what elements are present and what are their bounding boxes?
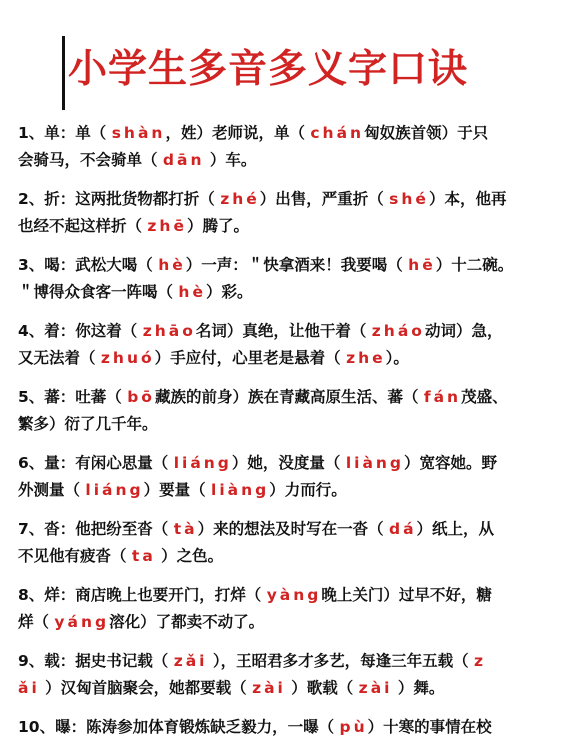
entry-text: 溶化）了都卖不动了。 xyxy=(109,613,265,631)
pinyin-reading: hè xyxy=(178,283,206,301)
entry-item xyxy=(18,450,578,504)
entry-text: 4、着：你这着（ xyxy=(18,322,143,340)
entry-line xyxy=(18,450,578,477)
pinyin-reading: yàng xyxy=(266,586,322,604)
entry-text: 也经不起这样折（ xyxy=(18,217,148,235)
entry-text: 茂盛、 xyxy=(461,388,508,406)
entry-text: ）十寒的事情在校 xyxy=(367,718,492,736)
pinyin-reading: ǎi xyxy=(18,679,40,697)
entry-text: 7、沓：他把纷至沓（ xyxy=(18,520,174,538)
entry-text: ）十二碗。 xyxy=(435,256,514,274)
entry-line xyxy=(18,345,578,372)
entry-text: ）她，没度量（ xyxy=(231,454,346,472)
pinyin-reading: shé xyxy=(389,190,429,208)
pinyin-reading: shàn xyxy=(111,124,166,142)
entry-list xyxy=(18,120,578,753)
entry-text: ）歌载（ xyxy=(285,679,359,697)
entry-text: 繁多）衍了几千年。 xyxy=(18,415,158,433)
entry-text: ）彩。 xyxy=(205,283,253,301)
entry-text: 烊（ xyxy=(18,613,55,631)
entry-line xyxy=(18,279,578,306)
entry-text: ）宽容她。野 xyxy=(404,454,498,472)
entry-text: ）。 xyxy=(385,349,409,367)
pinyin-reading: zhē xyxy=(147,217,187,235)
pinyin-reading: ta xyxy=(131,547,156,565)
entry-text: 8、烊：商店晚上也要开门，打烊（ xyxy=(18,586,267,604)
entry-text: 3、喝：武松大喝（ xyxy=(18,256,159,274)
entry-text: 5、蕃：吐蕃（ xyxy=(18,388,128,406)
entry-line xyxy=(18,714,578,741)
pinyin-reading: tà xyxy=(173,520,198,538)
entry-item xyxy=(18,252,578,306)
pinyin-reading: z xyxy=(474,652,487,670)
entry-text: 藏族的前身）族在青藏高原生活、蕃（ xyxy=(154,388,424,406)
entry-item xyxy=(18,120,578,174)
entry-text: ）要量（ xyxy=(143,481,212,499)
entry-item xyxy=(18,648,578,702)
entry-text: 名词）真绝，让他干着（ xyxy=(195,322,372,340)
entry-item xyxy=(18,582,578,636)
pinyin-reading: dá xyxy=(388,520,417,538)
entry-line xyxy=(18,147,578,174)
entry-line xyxy=(18,213,578,240)
entry-text: 1、单：单（ xyxy=(18,124,112,142)
entry-line xyxy=(18,675,578,702)
pinyin-reading: pù xyxy=(339,718,368,736)
pinyin-reading: dān xyxy=(162,151,205,169)
entry-text: 外测量（ xyxy=(18,481,86,499)
page-title: 小学生多音多义字口诀 xyxy=(68,47,469,92)
entry-item xyxy=(18,384,578,438)
pinyin-reading: hè xyxy=(158,256,186,274)
pinyin-reading: zhe xyxy=(346,349,386,367)
entry-text: ）手应付，心里老是悬着（ xyxy=(154,349,347,367)
entry-text: ＂博得众食客一阵喝（ xyxy=(18,283,179,301)
pinyin-reading: yáng xyxy=(54,613,110,631)
entry-text: 不见他有疲沓（ xyxy=(18,547,132,565)
pinyin-reading: zài xyxy=(358,679,393,697)
entry-line xyxy=(18,384,578,411)
entry-line xyxy=(18,516,578,543)
entry-text: ）一声：＂快拿酒来！我要喝（ xyxy=(185,256,409,274)
entry-text: ）力而行。 xyxy=(269,481,347,499)
entry-text: ）来的想法及时写在一沓（ xyxy=(197,520,389,538)
entry-text: 又无法着（ xyxy=(18,349,101,367)
entry-text: ）车。 xyxy=(204,151,257,169)
entry-line xyxy=(18,609,578,636)
entry-text: ）纸上，从 xyxy=(416,520,495,538)
pinyin-reading: liáng xyxy=(173,454,232,472)
pinyin-reading: hē xyxy=(408,256,436,274)
pinyin-reading: zhāo xyxy=(142,322,196,340)
entry-line xyxy=(18,477,578,504)
entry-line xyxy=(18,411,578,438)
pinyin-reading: chán xyxy=(310,124,365,142)
entry-text: ）之色。 xyxy=(155,547,224,565)
pinyin-reading: liàng xyxy=(211,481,270,499)
pinyin-reading: zhé xyxy=(220,190,260,208)
entry-text: 动词）急， xyxy=(424,322,503,340)
entry-item xyxy=(18,516,578,570)
pinyin-reading: zài xyxy=(252,679,286,697)
title-bar xyxy=(62,36,65,110)
entry-text: 会骑马，不会骑单（ xyxy=(18,151,163,169)
entry-text: ）本，他再 xyxy=(428,190,507,208)
entry-text: ）腾了。 xyxy=(186,217,249,235)
entry-text: ），王昭君多才多艺，每逢三年五载（ xyxy=(207,652,475,670)
entry-line xyxy=(18,648,578,675)
entry-text: 晚上关门）过早不好，糖 xyxy=(321,586,492,604)
entry-line xyxy=(18,582,578,609)
entry-text: 匈奴族首领）于只 xyxy=(364,124,489,142)
pinyin-reading: fán xyxy=(423,388,462,406)
entry-line xyxy=(18,252,578,279)
entry-text: 6、量：有闲心思量（ xyxy=(18,454,174,472)
entry-text: 2、折：这两批货物都打折（ xyxy=(18,190,221,208)
entry-text: ，姓）老师说，单（ xyxy=(165,124,311,142)
entry-line xyxy=(18,318,578,345)
entry-item xyxy=(18,714,578,741)
pinyin-reading: zháo xyxy=(371,322,425,340)
entry-text: ）汉匈首脑聚会，她都要载（ xyxy=(39,679,253,697)
entry-text: ）出售，严重折（ xyxy=(259,190,390,208)
entry-line xyxy=(18,186,578,213)
entry-text: 9、载：据史书记载（ xyxy=(18,652,174,670)
pinyin-reading: bō xyxy=(127,388,155,406)
entry-text: ）舞。 xyxy=(392,679,445,697)
entry-line xyxy=(18,120,578,147)
entry-line xyxy=(18,543,578,570)
pinyin-reading: zhuó xyxy=(100,349,155,367)
pinyin-reading: liáng xyxy=(85,481,144,499)
entry-text: 10、曝：陈涛参加体育锻炼缺乏毅力，一曝（ xyxy=(18,718,340,736)
entry-item xyxy=(18,318,578,372)
pinyin-reading: liàng xyxy=(345,454,405,472)
entry-item xyxy=(18,186,578,240)
pinyin-reading: zǎi xyxy=(173,652,208,670)
